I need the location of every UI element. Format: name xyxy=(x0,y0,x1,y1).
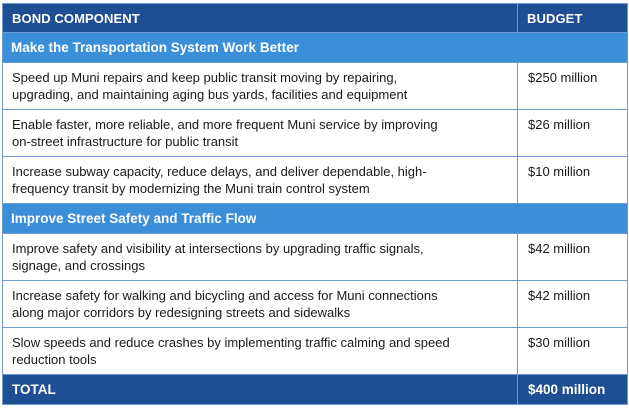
description-line: frequency transit by modernizing the Muni train control system xyxy=(12,181,370,196)
description-line: signage, and crossings xyxy=(12,258,145,273)
section-title: Improve Street Safety and Traffic Flow xyxy=(11,211,257,226)
budget-value: $250 million xyxy=(528,70,598,85)
component-description xyxy=(3,281,518,327)
section-title: Make the Transportation System Work Better xyxy=(11,40,299,55)
budget-value: $42 million xyxy=(528,288,591,303)
description-line: Speed up Muni repairs and keep public transit moving by repairing, xyxy=(12,70,398,85)
bond-budget-table xyxy=(2,3,628,405)
description-line: Increase subway capacity, reduce delays, and deliver dependable, high- xyxy=(12,164,427,179)
budget-value: $10 million xyxy=(528,164,591,179)
section-row-transportation xyxy=(3,33,627,63)
description-line: along major corridors by redesigning streets and sidewalks xyxy=(12,305,351,320)
description-line: upgrading, and maintaining aging bus yards, facilities and equipment xyxy=(12,87,408,102)
description-line: Improve safety and visibility at intersections by upgrading traffic signals, xyxy=(12,241,424,256)
table-row xyxy=(3,234,627,281)
total-label: TOTAL xyxy=(3,375,518,404)
section-row-street-safety xyxy=(3,204,627,234)
description-line: on-street infrastructure for public transit xyxy=(12,134,239,149)
component-description xyxy=(3,234,518,280)
total-row xyxy=(3,375,627,404)
header-budget: BUDGET xyxy=(527,10,583,26)
description-line: Slow speeds and reduce crashes by implementing traffic calming and speed xyxy=(12,335,450,350)
table-row xyxy=(3,63,627,110)
component-description xyxy=(3,110,518,156)
table-row xyxy=(3,157,627,204)
table-row xyxy=(3,110,627,157)
component-description xyxy=(3,63,518,109)
header-bond-component: BOND COMPONENT xyxy=(3,4,518,32)
description-line: Increase safety for walking and bicycling and access for Muni connections xyxy=(12,288,438,303)
component-description xyxy=(3,328,518,374)
table-row xyxy=(3,328,627,375)
description-line: reduction tools xyxy=(12,352,97,367)
table-row xyxy=(3,281,627,328)
description-line: Enable faster, more reliable, and more frequent Muni service by improving xyxy=(12,117,438,132)
budget-value: $42 million xyxy=(528,241,591,256)
total-budget: $400 million xyxy=(528,382,606,397)
table-header-row xyxy=(3,4,627,33)
budget-value: $30 million xyxy=(528,335,591,350)
budget-value: $26 million xyxy=(528,117,591,132)
component-description xyxy=(3,157,518,203)
